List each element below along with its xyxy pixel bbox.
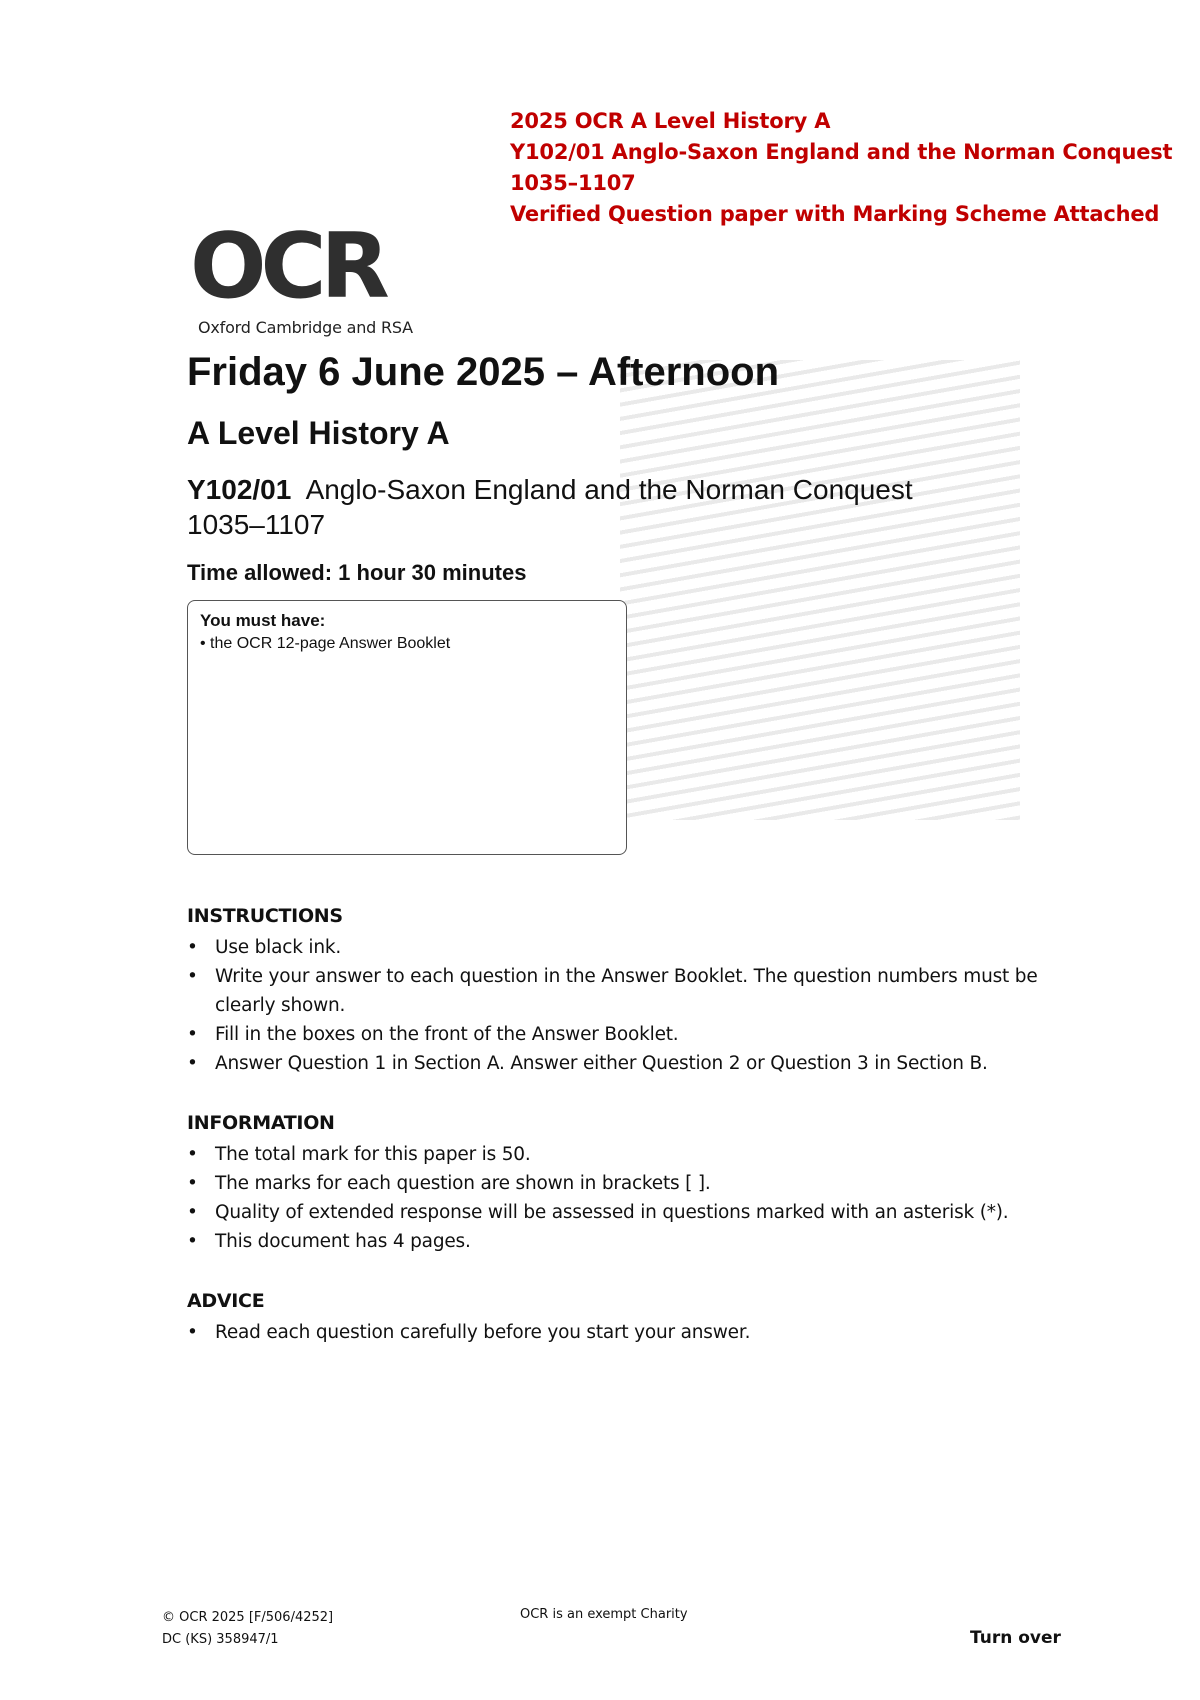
exam-level: A Level History A [187,415,450,451]
information-heading: INFORMATION [187,1112,335,1134]
header-line-1: 2025 OCR A Level History A [510,109,831,133]
header-line-2: Y102/01 Anglo-Saxon England and the Norman Conquest [510,140,1173,164]
information-item: • This document has 4 pages. [187,1227,1047,1256]
ocr-logo [190,214,413,337]
security-watermark [620,360,1020,820]
exam-date: Friday 6 June 2025 – Afternoon [187,350,780,394]
advice-item: • Read each question carefully before you start your answer. [187,1318,1047,1347]
header-line-4: Verified Question paper with Marking Scheme Attached [510,202,1160,226]
information-item: • Quality of extended response will be assessed in questions marked with an asterisk (*). [187,1198,1047,1227]
footer-left [162,1607,333,1651]
turn-over: Turn over [970,1628,1061,1648]
instruction-item: • Use black ink. [187,933,1047,962]
unit-line [187,472,987,542]
advice-heading: ADVICE [187,1290,265,1312]
instructions-section [187,905,1047,1078]
must-have-item: • the OCR 12-page Answer Booklet [200,635,451,652]
information-item: • The total mark for this paper is 50. [187,1140,1047,1169]
instruction-item: • Answer Question 1 in Section A. Answer either Question 2 or Question 3 in Section B. [187,1049,1047,1078]
advice-section [187,1290,1047,1347]
information-item: • The marks for each question are shown in brackets [ ]. [187,1169,1047,1198]
footer-code: DC (KS) 358947/1 [162,1632,279,1647]
logo-subtitle: Oxford Cambridge and RSA [198,318,413,337]
must-have-heading: You must have: [200,611,326,630]
instruction-item: • Write your answer to each question in the Answer Booklet. The question numbers must be clearly shown. [187,962,1047,1020]
header-line-3: 1035–1107 [510,171,636,195]
unit-title: Anglo-Saxon England and the Norman Conquest 1035–1107 [187,474,913,540]
unit-code: Y102/01 [187,474,292,505]
must-have-box [187,600,627,855]
time-allowed: Time allowed: 1 hour 30 minutes [187,560,527,585]
footer-copyright: © OCR 2025 [F/506/4252] [162,1610,334,1625]
instructions-heading: INSTRUCTIONS [187,905,343,927]
footer-charity: OCR is an exempt Charity [520,1607,688,1622]
information-section [187,1112,1047,1256]
logo-text: OCR [190,214,384,319]
instruction-item: • Fill in the boxes on the front of the Answer Booklet. [187,1020,1047,1049]
paper-header [510,106,1172,230]
